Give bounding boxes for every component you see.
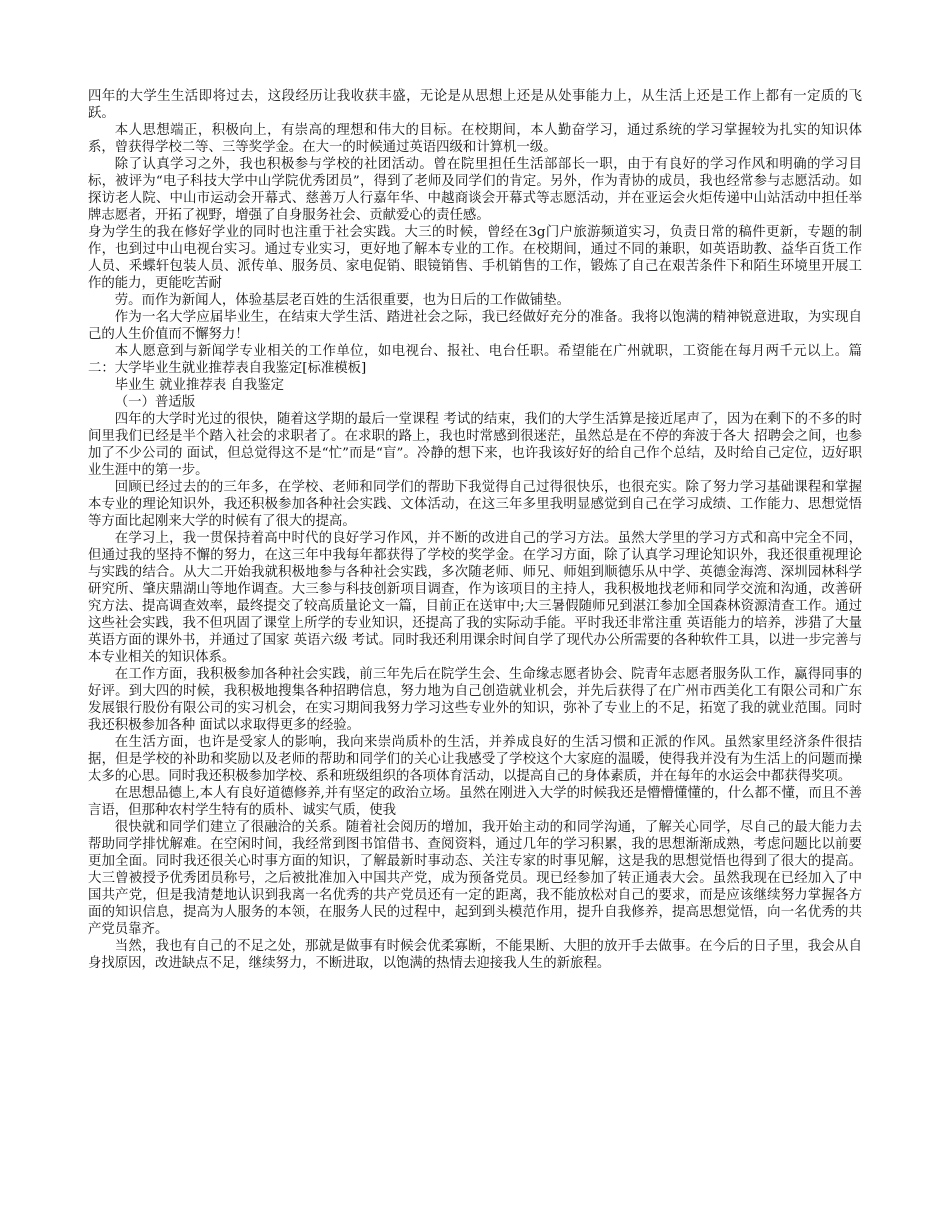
paragraph-12: 在学习上，我一贯保持着高中时代的良好学习作风，并不断的改进自己的学习方法。虽然大学里的学习方式和高中完全不同，但通过我的坚持不懈的努力，在这三年中我每年都获得了学校的奖学金。在学习方面，除了认真学习理论知识外，我还很重视理论与实践的结合。从大二开始我就积极地参与各种社会实践，多次随老师、师兄、师姐到顺德乐从中学、英德金海湾、深圳园林科学研究所、肇庆鼎湖山等地作调查。大三参与科技创新项目调查，作为该项目的主持人，我积极地找老师和同学交流和沟通，改善研究方法、提高调查效率，最终提交了较高质量论文一篇，目前正在送审中;大三暑假随师兄到湛江参加全国森林资源清查工作。通过这些社会实践，我不但巩固了课堂上所学的专业知识，还提高了我的实际动手能。平时我还非常注重 英语能力的培养，涉猎了大量英语方面的课外书，并通过了国家 英语六级 考试。同时我还利用课余时间自学了现代办公所需要的各种软件工具，以进一步完善与本专业相关的知识体系。	[88, 531, 862, 665]
paragraph-16: 很快就和同学们建立了很融洽的关系。随着社会阅历的增加，我开始主动的和同学沟通，了解关心同学，尽自己的最大能力去帮助同学排忧解难。在空闲时间，我经常到图书馆借书、查阅资料，通过几年的学习积累，我的思想渐渐成熟，考虑问题比以前要更加全面。同时我还很关心时事方面的知识，了解最新时事动态、关注专家的时事见解，这是我的思想觉悟也得到了很大的提高。大三曾被授予优秀团员称号，之后被批准加入中国共产党，成为预备党员。现已经参加了转正通表大会。虽然我现在已经加入了中国共产党，但是我清楚地认识到我离一名优秀的共产党员还有一定的距离，我不能放松对自己的要求，而是应该继续努力掌握各方面的知识信息，提高为人服务的本领，在服务人民的过程中，起到到头模范作用，提升自我修养，提高思想觉悟，向一名优秀的共产党员靠齐。	[88, 820, 862, 937]
document-body	[88, 88, 862, 972]
paragraph-7: 本人愿意到与新闻学专业相关的工作单位，如电视台、报社、电台任职。希望能在广州就职，工资能在每月两千元以上。篇二：大学毕业生就业推荐表自我鉴定[标准模板]	[88, 344, 862, 376]
paragraph-14: 在生活方面，也许是受家人的影响，我向来崇尚质朴的生活，并养成良好的生活习惯和正派的作风。虽然家里经济条件很拮据，但是学校的补助和奖励以及老师的帮助和同学们的关心让我感受了学校这个大家庭的温暖，使得我并没有为生活上的问题而操太多的心思。同时我还积极参加学校、系和班级组织的各项体育活动，以提高自己的身体素质，并在每年的水运会中都获得奖项。	[88, 735, 862, 784]
paragraph-2: 本人思想端正，积极向上，有崇高的理想和伟大的目标。在校期间，本人勤奋学习，通过系统的学习掌握较为扎实的知识体系，曾获得学校二等、三等奖学金。在大一的时候通过英语四级和计算机一级。	[88, 123, 862, 155]
paragraph-5: 劳。而作为新闻人，体验基层老百姓的生活很重要，也为日后的工作做铺垫。	[114, 293, 571, 308]
paragraph-17: 当然，我也有自己的不足之处，那就是做事有时候会优柔寡断，不能果断、大胆的放开手去做事。在今后的日子里，我会从自身找原因，改进缺点不足，继续努力，不断进取，以饱满的热情去迎接我人生的新旅程。	[88, 939, 862, 971]
paragraph-1: 四年的大学生生活即将过去，这段经历让我收获丰盛，无论是从思想上还是从处事能力上，从生活上还是工作上都有一定质的飞跃。	[88, 89, 862, 121]
paragraph-4: 身为学生的我在修好学业的同时也注重于社会实践。大三的时候，曾经在3g门户旅游频道实习，负责日常的稿件更新，专题的制作，也到过中山电视台实习。通过专业实习，更好地了解本专业的工作。在校期间，通过不同的兼职，如英语助教、益华百货工作人员、釆蝶轩包装人员、派传单、服务员、家电促销、眼镜销售、手机销售的工作，锻炼了自己在艰苦条件下和陌生环境里开展工作的能力，更能吃苦耐	[88, 225, 862, 291]
paragraph-11: 回顾已经过去的的三年多，在学校、老师和同学们的帮助下我觉得自己过得很快乐，也很充实。除了努力学习基础课程和掌握本专业的理论知识外，我还积极参加各种社会实践、文体活动，在这三年多里我明显感觉到自己在学习成绩、工作能力、思想觉悟等方面比起刚来大学的时候有了很大的提高。	[88, 480, 862, 529]
version-label: （一）普适版	[114, 395, 196, 410]
paragraph-6: 作为一名大学应届毕业生，在结束大学生活、踏进社会之际，我已经做好充分的准备。我将以饱满的精神锐意进取，为实现自己的人生价值而不懈努力！	[88, 310, 862, 342]
paragraph-15: 在思想品德上,本人有良好道德修养,并有坚定的政治立场。虽然在刚进入大学的时候我还是懵懵懂懂的，什么都不懂，而且不善言语，但那种农村学生特有的质朴、诚实气质，使我	[88, 786, 862, 818]
section-heading: 毕业生 就业推荐表 自我鉴定	[114, 378, 284, 393]
paragraph-3: 除了认真学习之外，我也积极参与学校的社团活动。曾在院里担任生活部部长一职，由于有良好的学习作风和明确的学习目标，被评为“电子科技大学中山学院优秀团员”，得到了老师及同学们的肯定。另外，作为青协的成员，我也经常参与志愿活动。如探访老人院、中山市运动会开幕式、慈善万人行嘉年华、中越商谈会开幕式等志愿活动，并在亚运会火炬传递中山站活动中担任举牌志愿者，开拓了视野，增强了自身服务社会、贡献爱心的责任感。	[88, 157, 862, 223]
paragraph-10: 四年的大学时光过的很快，随着这学期的最后一堂课程 考试的结束，我们的大学生活算是接近尾声了，因为在剩下的不多的时间里我们已经是半个踏入社会的求职者了。在求职的路上，我也时常感到很迷茫，虽然总是在不停的奔波于各大 招聘会之间，也参加了不少公司的 面试，但总觉得这不是“忙”而是“盲”。冷静的想下来，也许我该好好的给自己作个总结，及时给自己定位，迈好职业生涯中的第一步。	[88, 412, 862, 478]
paragraph-13: 在工作方面，我积极参加各种社会实践，前三年先后在院学生会、生命缘志愿者协会、院青年志愿者服务队工作，赢得同事的好评。到大四的时候，我积极地搜集各种招聘信息，努力地为自己创造就业机会，并先后获得了在广州市西美化工有限公司和广东发展银行股份有限公司的实习机会，在实习期间我努力学习这些专业外的知识，弥补了专业上的不足，拓宽了我的就业范围。同时我还积极参加各种 面试以求取得更多的经验。	[88, 667, 862, 733]
